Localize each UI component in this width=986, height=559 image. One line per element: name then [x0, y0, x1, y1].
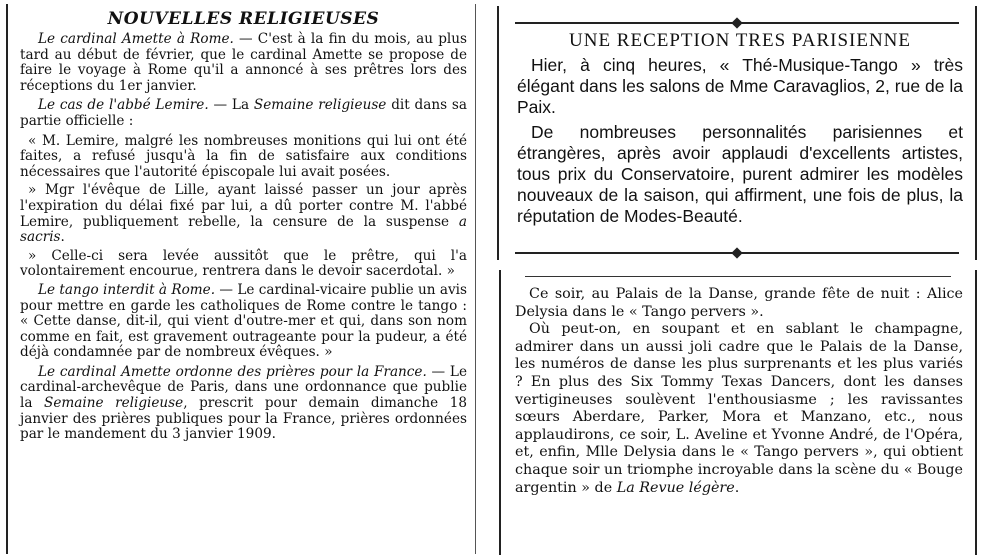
section-title: NOUVELLES RELIGIEUSES	[107, 9, 380, 29]
article-lead: Le tango interdit à Rome.	[38, 281, 216, 298]
ad-title: UNE RECEPTION TRES PARISIENNE	[569, 30, 911, 51]
quote-paragraph: » Mgr l'évêque de Lille, ayant laissé passer un jour après l'expiration du délai fixé par lui, a dû porter contre M. l'abbé Lemire, publiquement rebelle, la censure de la suspense a sacris.	[20, 182, 467, 246]
ad-paragraph: De nombreuses personnalités parisiennes et étrangères, après avoir applaudi d'excellents artistes, tous prix du Conservatoire, purent admirer les modèles nouveaux de la saison, qui affirment, une fois de plus, la réputation de Modes-Beauté.	[517, 122, 963, 226]
article-lead: Le cas de l'abbé Lemire.	[38, 97, 209, 114]
ad-paragraph: Hier, à cinq heures, « Thé-Musique-Tango » très élégant dans les salons de Mme Caravaglios, 2, rue de la Paix.	[517, 55, 963, 117]
dance-palace-box	[499, 270, 977, 555]
article-amette-prayers: Le cardinal Amette ordonne des prières pour la France. — Le cardinal-archevêque de Paris, dans une ordonnance que publie la Semaine religieuse, prescrit pour demain dimanche 18 janvier des prières publiques pour la France, prières ordonnées par le mandement du 3 janvier 1909.	[20, 363, 468, 443]
article-amette-rome: Le cardinal Amette à Rome. — C'est à la fin du mois, au plus tard au début de février, que le cardinal Amette se propose de faire le voyage à Rome qu'il a annoncé à ses prêtres lors des réceptions du 1er janvier.	[20, 31, 467, 94]
quote-paragraph: « M. Lemire, malgré les nombreuses monitions qui lui ont été faites, a refusé jusqu'à la fin de satisfaire aux conditions nécessaires que l'autorité épiscopale lui avait posées.	[20, 132, 467, 180]
dance-paragraph: Où peut-on, en soupant et en sablant le champagne, admirer dans un aussi joli cadre que le Palais de la Danse, les numéros de danse les plus surprenants et les plus variés ? En plus des Six Tommy Texas Dancers, dont les danses vertigineuses soulèvent l'enthousiasme ; les ravissantes sœurs Aberdare, Parker, Mora et Manzano, etc., nous applaudirons, ce soir, L. Aveline et Yvonne André, de l'Opéra, et, enfin, Mlle Delysia dans le « Tango pervers », qui obtient chaque soir un triomphe incroyable dans la scène du « Bouge argentin » de La Revue légère.	[515, 321, 963, 496]
article-abbe-lemire: Le cas de l'abbé Lemire. — La Semaine religieuse dit dans sa partie officielle :	[20, 97, 467, 129]
divider	[525, 276, 951, 277]
ornament	[731, 247, 742, 258]
reception-ad-box	[497, 6, 977, 260]
article-lead: Le cardinal Amette ordonne des prières pour la France.	[38, 363, 427, 380]
article-lead: Le cardinal Amette à Rome.	[38, 31, 234, 47]
quote-paragraph: » Celle-ci sera levée aussitôt que le prêtre, qui l'a volontairement encourue, rentrera dans le devoir sacerdotal. »	[20, 247, 467, 280]
dance-paragraph: Ce soir, au Palais de la Danse, grande fête de nuit : Alice Delysia dans le « Tango pervers ».	[515, 286, 963, 320]
article-tango-rome: Le tango interdit à Rome. — Le cardinal-vicaire publie un avis pour mettre en garde les catholiques de Rome contre le tango : « Cette danse, dit-il, qui vient d'outre-mer et qui, dans son nom comme en fait, est gravement outrageante pour la pudeur, a été déjà condamnée par de nombreux évêques. »	[20, 281, 468, 361]
religious-news-column	[6, 4, 476, 554]
ornament	[731, 17, 742, 28]
